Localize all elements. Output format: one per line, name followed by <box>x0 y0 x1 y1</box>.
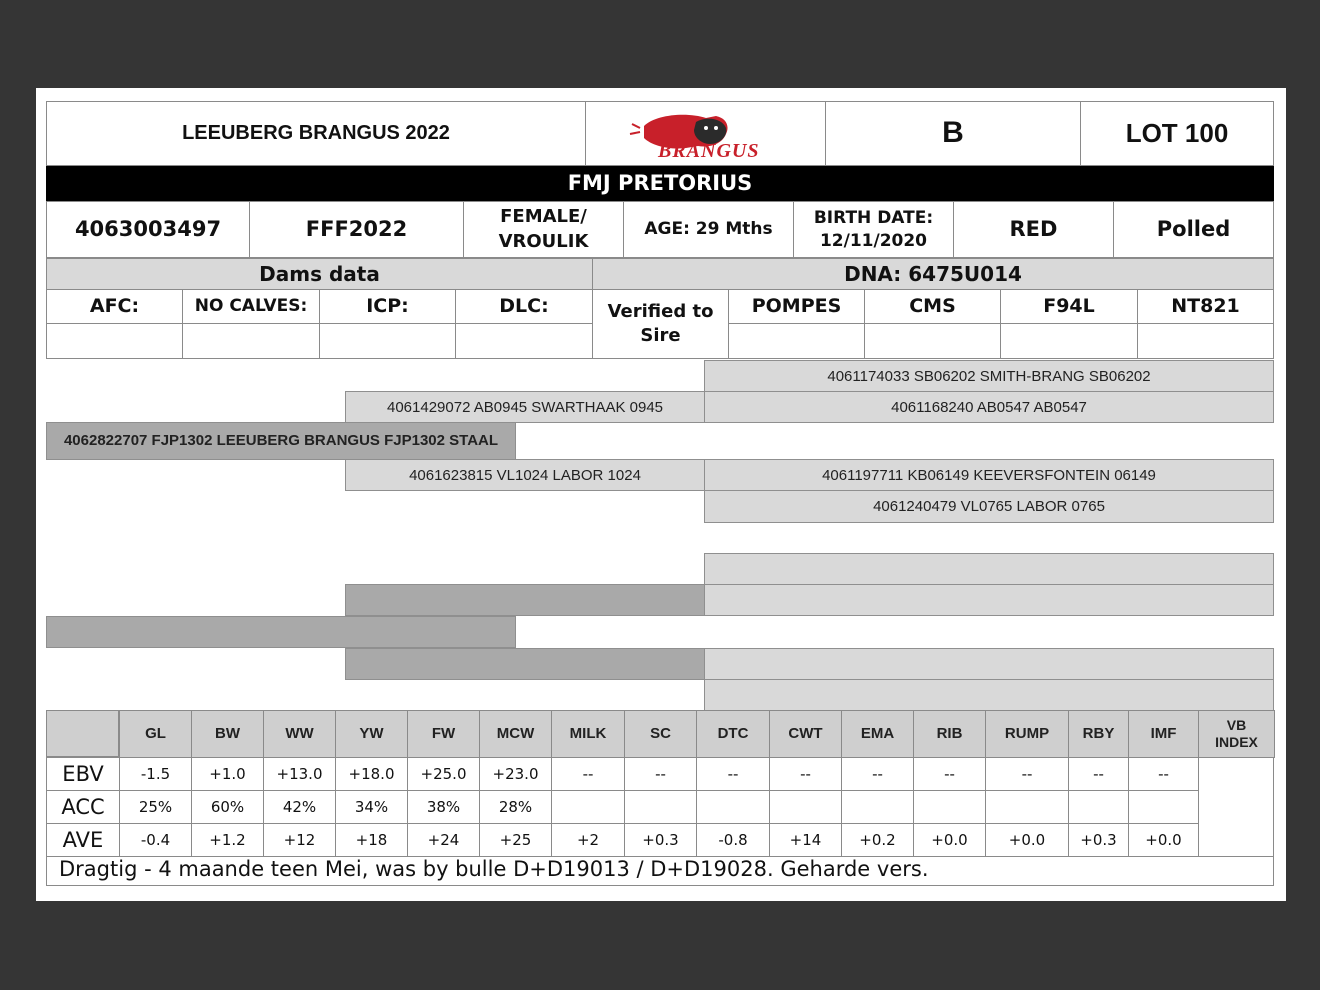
ebv-cell <box>913 790 986 824</box>
ebv-cell: +0.0 <box>1128 823 1199 857</box>
ebv-col-bw: BW <box>191 710 264 758</box>
ebv-cell: 34% <box>335 790 408 824</box>
pedigree-dam-dam-sire <box>704 648 1274 680</box>
dams-dlc-value <box>455 323 593 359</box>
dna-f94l-label: F94L <box>1000 289 1138 324</box>
pedigree-dam-sire-sire <box>704 553 1274 585</box>
ebv-cell: 38% <box>407 790 480 824</box>
dams-afc-label: AFC: <box>46 289 183 324</box>
dna-nt821-label: NT821 <box>1137 289 1274 324</box>
ebv-cell <box>1128 790 1199 824</box>
ebv-cell: -- <box>551 757 625 791</box>
pedigree-dam-sire-dam <box>704 584 1274 616</box>
ebv-cell: +24 <box>407 823 480 857</box>
dna-f94l-value <box>1000 323 1138 359</box>
animal-name: FMJ PRETORIUS <box>46 166 1274 201</box>
ebv-col-gl: GL <box>119 710 192 758</box>
ebv-cell: +2 <box>551 823 625 857</box>
pedigree-sire-sire-dam: 4061168240 AB0547 AB0547 <box>704 391 1274 423</box>
lot-card <box>36 88 1286 901</box>
pedigree-dam <box>46 616 516 648</box>
ebv-row-label-acc: ACC <box>46 790 120 824</box>
age: AGE: 29 Mths <box>623 201 794 258</box>
coat-color: RED <box>953 201 1114 258</box>
class-letter: B <box>825 101 1081 166</box>
brangus-logo <box>585 101 826 166</box>
pedigree-sire-dam: 4061623815 VL1024 LABOR 1024 <box>345 459 705 491</box>
pedigree-sire-sire-sire: 4061174033 SB06202 SMITH-BRANG SB06202 <box>704 360 1274 392</box>
sale-title: LEEUBERG BRANGUS 2022 <box>46 101 586 166</box>
ebv-col-sc: SC <box>624 710 697 758</box>
ebv-cell: -0.4 <box>119 823 192 857</box>
ebv-cell: 42% <box>263 790 336 824</box>
ebv-cell: -1.5 <box>119 757 192 791</box>
ebv-cell <box>1068 790 1129 824</box>
ebv-cell: -- <box>985 757 1069 791</box>
pedigree-sire: 4062822707 FJP1302 LEEUBERG BRANGUS FJP1302 STAAL <box>46 422 516 460</box>
comment: Dragtig - 4 maande teen Mei, was by bulle D+D19013 / D+D19028. Geharde vers. <box>46 852 1274 886</box>
dams-data-title: Dams data <box>46 258 593 290</box>
logo-text: BRANGUS <box>658 140 760 162</box>
ebv-col-ema: EMA <box>841 710 914 758</box>
ebv-col-rib: RIB <box>913 710 986 758</box>
ebv-col-vb-index: VB INDEX <box>1198 710 1275 758</box>
sex: FEMALE/ VROULIK <box>463 201 624 258</box>
ebv-cell: +0.2 <box>841 823 914 857</box>
ebv-cell: +25 <box>479 823 552 857</box>
birth-date: BIRTH DATE: 12/11/2020 <box>793 201 954 258</box>
ebv-col-rby: RBY <box>1068 710 1129 758</box>
ebv-col-yw: YW <box>335 710 408 758</box>
pedigree-sire-dam-sire: 4061197711 KB06149 KEEVERSFONTEIN 06149 <box>704 459 1274 491</box>
ebv-col-ww: WW <box>263 710 336 758</box>
lot-number: LOT 100 <box>1080 101 1274 166</box>
ebv-cell: +0.3 <box>1068 823 1129 857</box>
ebv-cell: +18.0 <box>335 757 408 791</box>
ebv-col-fw: FW <box>407 710 480 758</box>
dams-no-calves-label: NO CALVES: <box>182 289 320 324</box>
ebv-col-imf: IMF <box>1128 710 1199 758</box>
ebv-cell: +14 <box>769 823 842 857</box>
ebv-cell: +0.0 <box>913 823 986 857</box>
verified-to-sire: Verified to Sire <box>592 289 729 359</box>
dna-pompes-value <box>728 323 865 359</box>
ebv-cell: -- <box>769 757 842 791</box>
animal-id: 4063003497 <box>46 201 250 258</box>
pedigree-dam-dam-dam <box>704 679 1274 711</box>
ebv-cell: 60% <box>191 790 264 824</box>
ebv-cell: +18 <box>335 823 408 857</box>
ebv-col-rump: RUMP <box>985 710 1069 758</box>
ebv-cell: 25% <box>119 790 192 824</box>
ebv-cell: +1.0 <box>191 757 264 791</box>
dams-afc-value <box>46 323 183 359</box>
ebv-cell: -- <box>913 757 986 791</box>
ebv-cell: +0.0 <box>985 823 1069 857</box>
ebv-cell: +13.0 <box>263 757 336 791</box>
vb-index-value <box>1198 757 1274 857</box>
ebv-cell <box>841 790 914 824</box>
ebv-cell: +1.2 <box>191 823 264 857</box>
pedigree-sire-dam-dam: 4061240479 VL0765 LABOR 0765 <box>704 490 1274 523</box>
ebv-cell: 28% <box>479 790 552 824</box>
dams-icp-value <box>319 323 456 359</box>
ebv-cell: +25.0 <box>407 757 480 791</box>
pedigree-sire-sire: 4061429072 AB0945 SWARTHAAK 0945 <box>345 391 705 423</box>
dna-title: DNA: 6475U014 <box>592 258 1274 290</box>
ebv-row-label-ave: AVE <box>46 823 120 857</box>
ebv-cell: -- <box>1068 757 1129 791</box>
horn-status: Polled <box>1113 201 1274 258</box>
ebv-cell <box>769 790 842 824</box>
dams-icp-label: ICP: <box>319 289 456 324</box>
ebv-col-mcw: MCW <box>479 710 552 758</box>
ebv-cell: -- <box>696 757 770 791</box>
dams-dlc-label: DLC: <box>455 289 593 324</box>
ebv-cell: +23.0 <box>479 757 552 791</box>
dna-nt821-value <box>1137 323 1274 359</box>
ebv-cell: +0.3 <box>624 823 697 857</box>
ebv-cell <box>985 790 1069 824</box>
pedigree-dam-sire <box>345 584 705 616</box>
ebv-col-dtc: DTC <box>696 710 770 758</box>
dams-no-calves-value <box>182 323 320 359</box>
ebv-row-label-ebv: EBV <box>46 757 120 791</box>
dna-cms-label: CMS <box>864 289 1001 324</box>
ebv-corner <box>46 710 119 757</box>
herd-code: FFF2022 <box>249 201 464 258</box>
ebv-cell: -0.8 <box>696 823 770 857</box>
ebv-cell <box>624 790 697 824</box>
ebv-cell: +12 <box>263 823 336 857</box>
pedigree-dam-dam <box>345 648 705 680</box>
ebv-col-cwt: CWT <box>769 710 842 758</box>
ebv-cell <box>551 790 625 824</box>
ebv-cell <box>696 790 770 824</box>
dna-pompes-label: POMPES <box>728 289 865 324</box>
ebv-cell: -- <box>624 757 697 791</box>
dna-cms-value <box>864 323 1001 359</box>
ebv-cell: -- <box>1128 757 1199 791</box>
ebv-cell: -- <box>841 757 914 791</box>
ebv-col-milk: MILK <box>551 710 625 758</box>
